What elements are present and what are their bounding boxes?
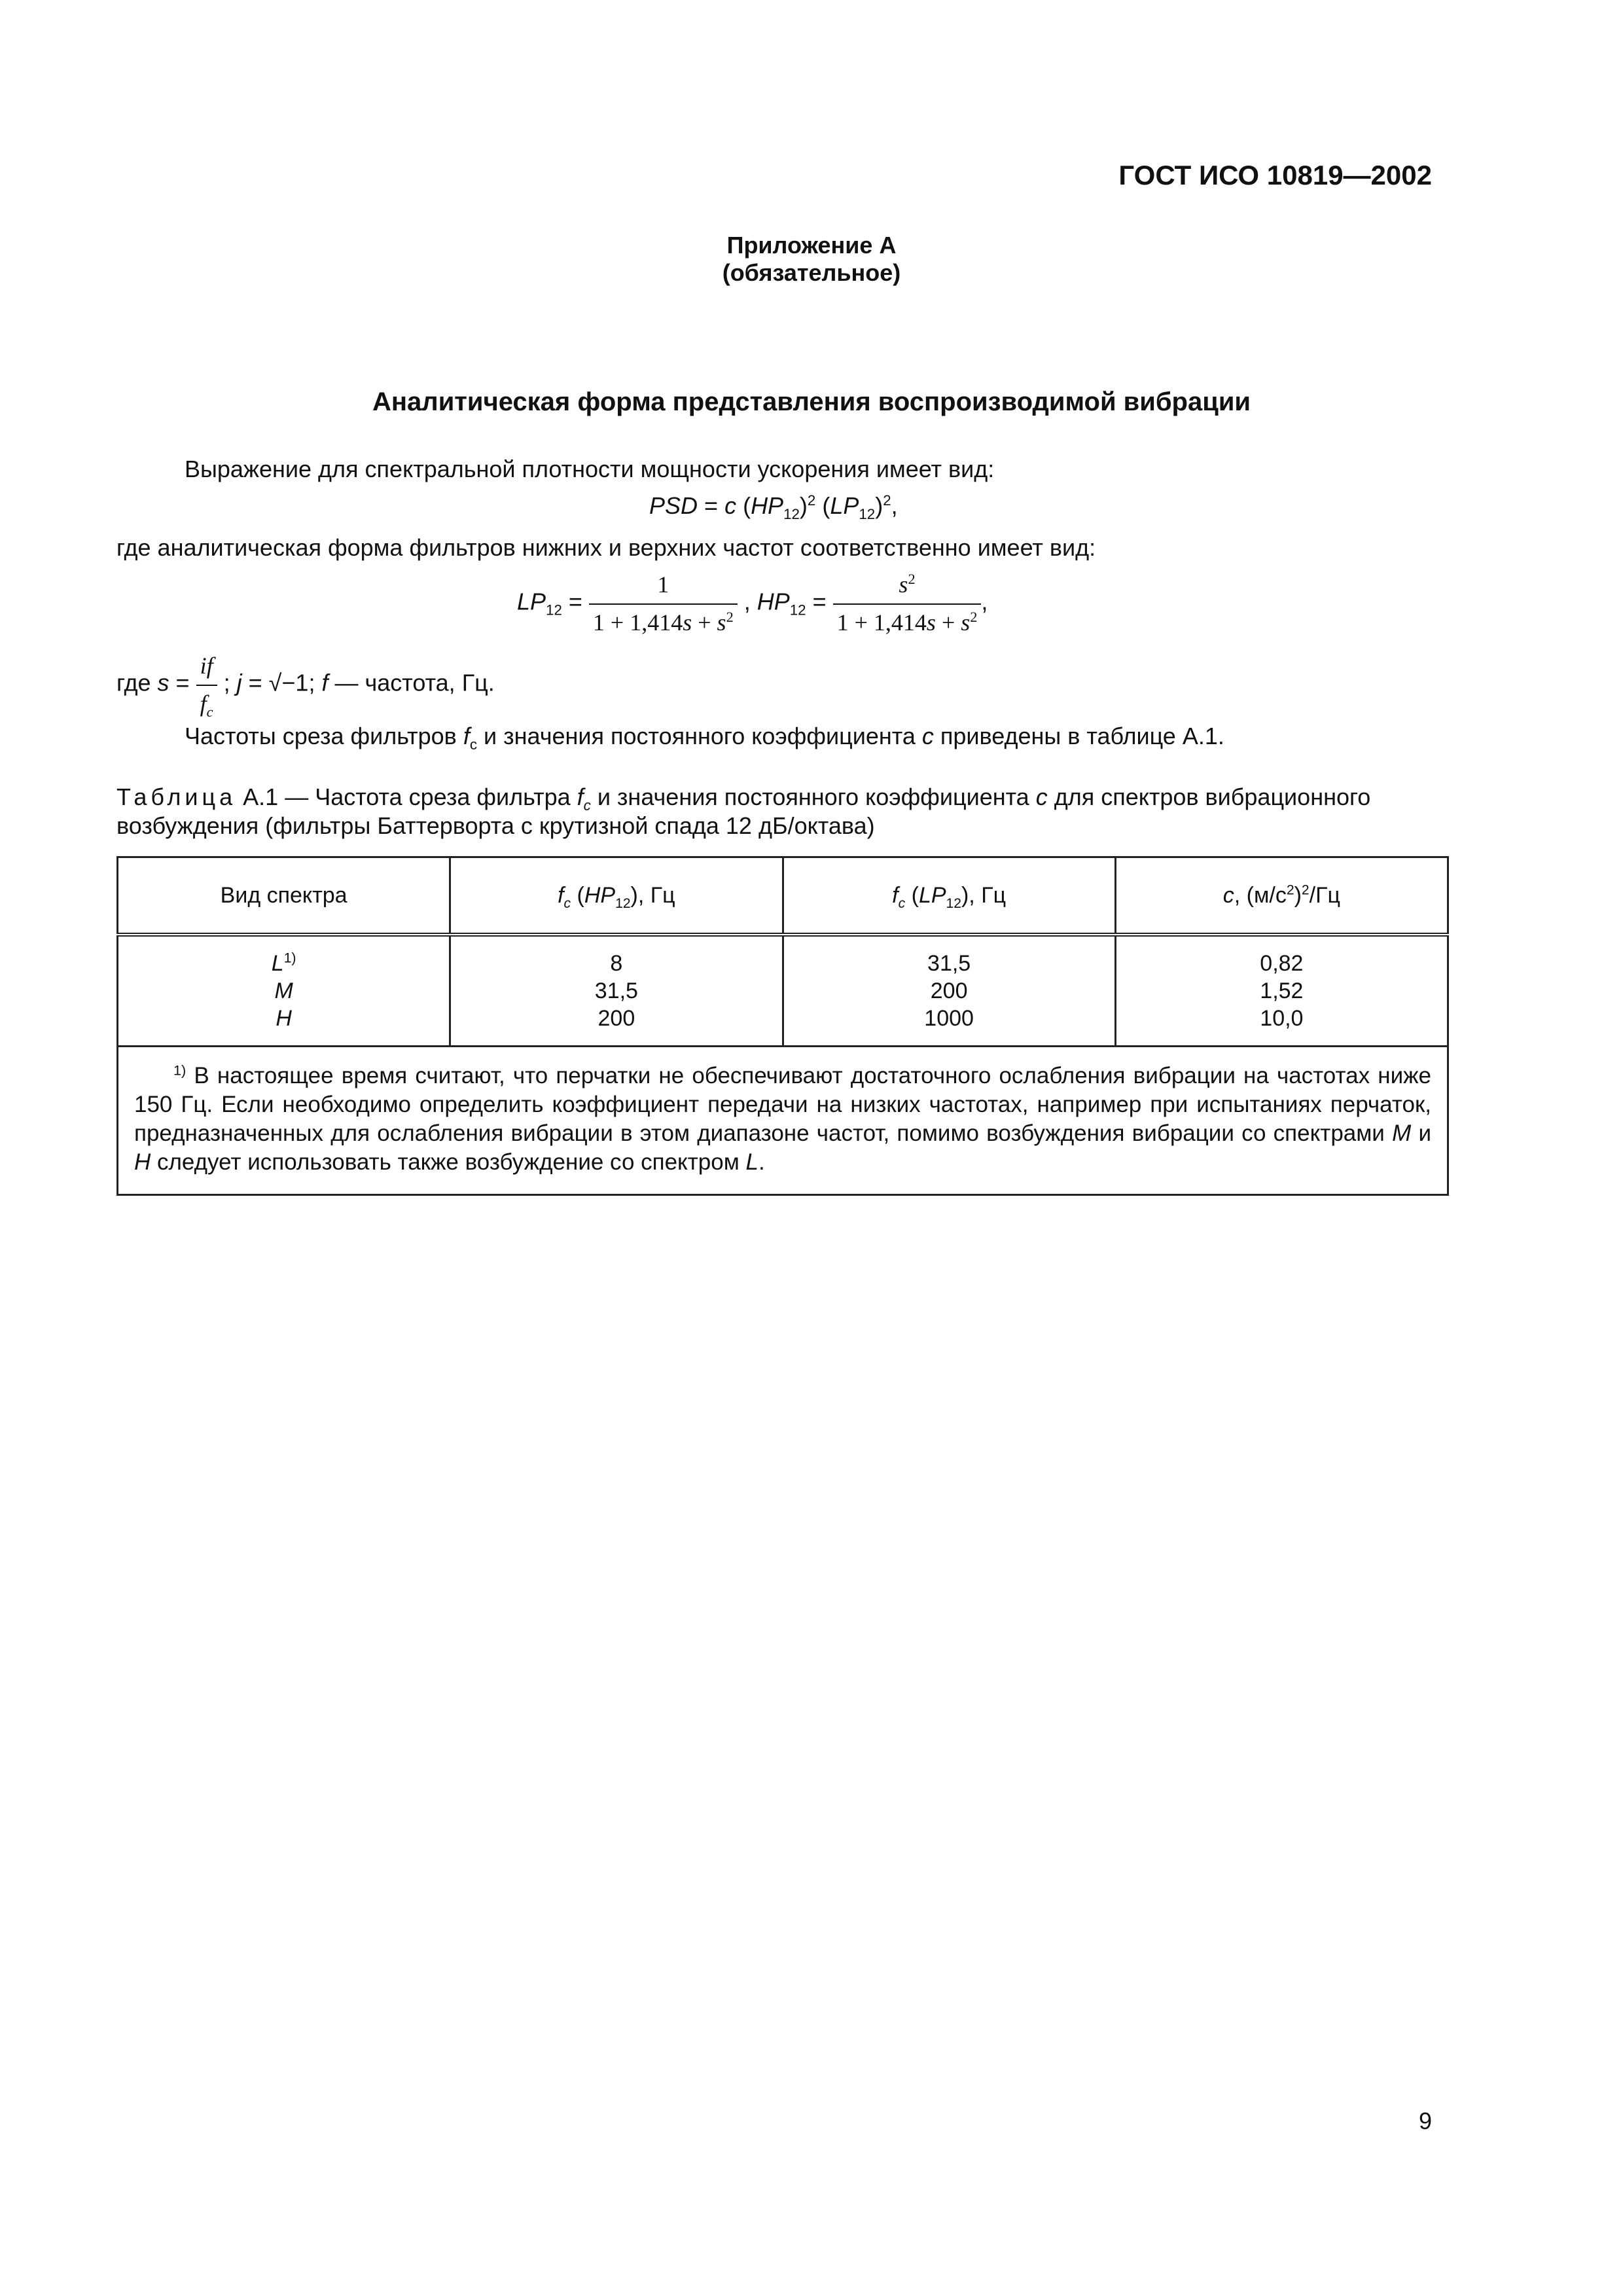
formula-psd: PSD = c $(HP_{12})^2$ $(LP_{12})^2$,	[649, 492, 898, 523]
psd-hp-pow: 2	[807, 492, 816, 509]
hp-den-s: s	[926, 609, 936, 636]
hp-label-sub: 12	[789, 601, 806, 619]
h4-pow2: 2	[1301, 882, 1310, 898]
col-header-c	[1115, 857, 1448, 935]
footnote-l: L	[745, 1149, 758, 1175]
col-header-hp	[450, 857, 783, 935]
col-header-lp	[783, 857, 1115, 935]
footnote-h: H	[134, 1149, 151, 1175]
formula-filters	[517, 571, 988, 636]
c-value-h: 10,0	[1260, 1006, 1304, 1031]
caption-d: для спектров вибрационного возбуждения (фильтры Баттерворта с крутизной спада 12 дБ/октава)	[116, 783, 1371, 839]
p3-f: f	[463, 723, 470, 749]
caption-a: А.1 — Частота среза фильтра	[236, 783, 577, 810]
lp-eq: =	[562, 588, 589, 615]
hp-num-s: s	[899, 571, 908, 598]
lp-den-s: s	[683, 609, 692, 636]
s-numerator: if	[196, 652, 217, 686]
p3-a: Частоты среза фильтров	[185, 723, 463, 749]
spectrum-h: H	[276, 1006, 292, 1031]
h2-f: f	[558, 882, 564, 908]
h4-b: )	[1294, 882, 1302, 908]
where-eq: =	[169, 669, 196, 696]
cell-hp-values	[450, 935, 783, 1047]
filters-sep: ,	[737, 588, 757, 615]
s-fraction	[196, 652, 217, 721]
psd-symbol: PSD	[649, 492, 698, 519]
lp-value-m: 200	[930, 978, 968, 1003]
s-denominator	[196, 686, 217, 721]
where-sep: ;	[308, 669, 322, 696]
hp-eq: =	[806, 588, 833, 615]
psd-lp: LP	[830, 492, 859, 519]
caption-c-sub: c	[583, 797, 591, 814]
hp-denominator	[833, 605, 982, 636]
hp-num-pow: 2	[908, 571, 916, 587]
footnote-b: следует использовать также возбуждение со спектром	[151, 1149, 746, 1175]
footnote-m: M	[1392, 1121, 1412, 1146]
h2-close: ), Гц	[630, 882, 675, 908]
h2-c: c	[563, 895, 571, 911]
where-sqrt: √−1	[268, 669, 309, 696]
psd-lp-pow: 2	[883, 492, 891, 509]
hp-den-const: 1 + 1,414	[836, 609, 927, 636]
appendix-label: Приложение А	[726, 232, 897, 259]
h3-f: f	[892, 882, 899, 908]
h2-open: (	[571, 882, 584, 908]
where-s: s	[157, 669, 169, 696]
caption-f: f	[577, 783, 584, 810]
table-caption	[116, 783, 1445, 840]
hp-numerator	[833, 571, 982, 605]
hp-fraction	[833, 571, 982, 636]
c-value-m: 1,52	[1260, 978, 1304, 1003]
h3-close: ), Гц	[961, 882, 1007, 908]
col-header-spectrum: Вид спектра	[118, 857, 450, 935]
hp-den-pow: 2	[970, 609, 978, 625]
p3-c-sub: c	[469, 736, 477, 753]
paragraph-cutoff	[185, 723, 1224, 753]
h4-a: , (м/с	[1234, 882, 1287, 908]
h4-d: /Гц	[1309, 882, 1340, 908]
h3-name: LP	[918, 882, 946, 908]
h4-pow: 2	[1286, 882, 1294, 898]
lp-fraction	[589, 571, 738, 636]
lp-denominator	[589, 605, 738, 636]
lp-den-plus: +	[692, 609, 717, 636]
psd-lp-sub: 12	[859, 506, 876, 523]
p3-b: и значения постоянного коэффициента	[476, 723, 922, 749]
lp-den-const: 1 + 1,414	[592, 609, 683, 636]
definition-s	[116, 652, 495, 721]
s-den-f: f	[200, 691, 207, 717]
where-f: f	[321, 669, 329, 696]
h2-name: HP	[584, 882, 616, 908]
spectrum-l: $L^{1)}$	[271, 950, 296, 976]
h4-c: c	[1222, 882, 1234, 908]
cell-lp-values	[783, 935, 1115, 1047]
caption-b: и значения постоянного коэффициента	[590, 783, 1036, 810]
hp-value-l: 8	[610, 951, 623, 976]
hp-den-plus: +	[935, 609, 961, 636]
where-mid: ;	[217, 669, 237, 696]
footnote-and: и	[1411, 1121, 1431, 1146]
cutoff-table	[116, 856, 1449, 1196]
psd-tail: ,	[891, 492, 898, 519]
lp-den-s2: s	[717, 609, 726, 636]
cell-c-values	[1115, 935, 1448, 1047]
lp-numerator: 1	[589, 571, 738, 605]
hp-value-m: 31,5	[594, 978, 638, 1003]
lp-den-pow: 2	[726, 609, 734, 625]
p3-c: c	[921, 723, 934, 749]
filters-tail: ,	[981, 588, 988, 615]
paragraph-psd-intro: Выражение для спектральной плотности мощности ускорения имеет вид:	[185, 456, 995, 482]
hp-label: HP	[757, 588, 790, 615]
where-rest: — частота, Гц.	[328, 669, 495, 696]
cell-spectra	[118, 935, 450, 1047]
c-value-l: 0,82	[1260, 951, 1304, 976]
s-den-c: c	[206, 704, 213, 721]
where-j: j	[236, 669, 242, 696]
lp-value-l: 31,5	[927, 951, 971, 976]
paragraph-filters-intro: где аналитическая форма фильтров нижних и верхних частот соответственно имеет вид:	[116, 534, 1096, 561]
document-number: ГОСТ ИСО 10819—2002	[1118, 160, 1432, 190]
footnote-a: В настоящее время считают, что перчатки не обеспечивают достаточного ослабления вибрации на частотах ниже 150 Гц. Если необходимо определить коэффициент передачи на низких частотах, например при испытаниях перчаток, предназначенных для ослабления вибрации в этом диапазоне частот, помимо возбуждения вибрации со спектрами	[134, 1063, 1431, 1146]
footnote-mark: 1)	[173, 1062, 187, 1079]
h3-open: (	[905, 882, 919, 908]
p3-d: приведены в таблице А.1.	[933, 723, 1224, 749]
h3-c: c	[898, 895, 906, 911]
lp-label: LP	[517, 588, 546, 615]
psd-c: c	[724, 492, 737, 519]
psd-hp: HP	[751, 492, 784, 519]
footnote-end: .	[758, 1149, 765, 1175]
caption-word: Таблица	[116, 783, 237, 810]
appendix-status: (обязательное)	[722, 259, 901, 286]
where-j-eq: =	[241, 669, 269, 696]
lp-label-sub: 12	[546, 601, 562, 619]
psd-hp-sub: 12	[783, 506, 800, 523]
caption-c: c	[1035, 783, 1048, 810]
h3-sub: 12	[946, 895, 961, 911]
table-header-row	[118, 857, 1448, 935]
table-footnote	[118, 1047, 1448, 1195]
spectrum-l-note: 1)	[283, 950, 296, 966]
section-title: Аналитическая форма представления воспроизводимой вибрации	[372, 387, 1251, 416]
lp-value-h: 1000	[924, 1006, 974, 1031]
h2-sub: 12	[615, 895, 631, 911]
table-row	[118, 935, 1448, 1047]
page-number: 9	[1418, 2108, 1432, 2134]
hp-value-h: 200	[597, 1006, 635, 1031]
hp-den-s2: s	[961, 609, 971, 636]
where-prefix: где	[116, 669, 158, 696]
psd-eq: =	[698, 492, 725, 519]
table-footnote-row	[118, 1047, 1448, 1195]
spectrum-m: M	[274, 978, 293, 1003]
